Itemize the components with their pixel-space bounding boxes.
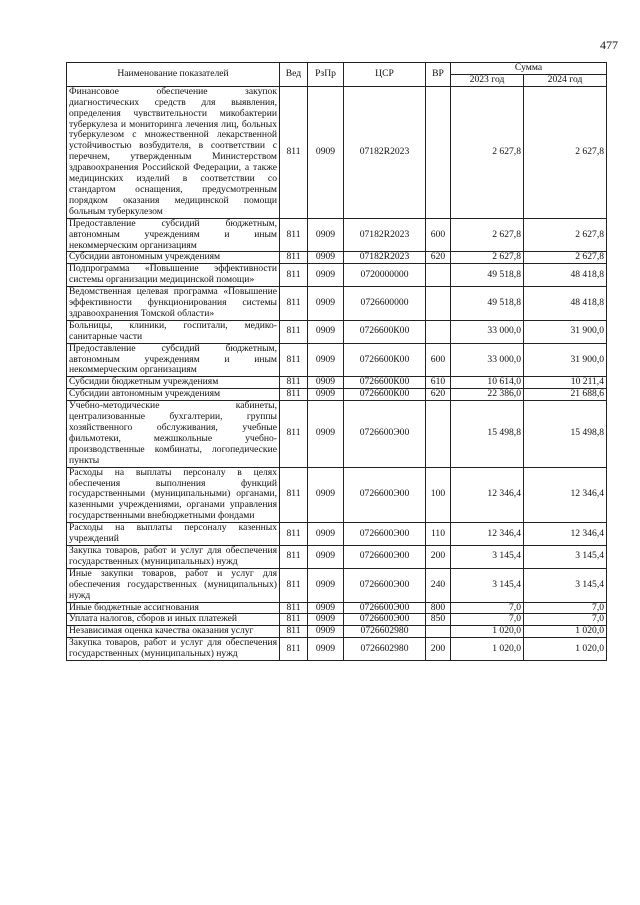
row-sum-2024: 31 900,0 bbox=[524, 320, 607, 343]
row-ved: 811 bbox=[280, 545, 308, 568]
row-ved: 811 bbox=[280, 287, 308, 321]
row-sum-2024: 48 418,8 bbox=[524, 287, 607, 321]
row-sum-2023: 22 386,0 bbox=[451, 389, 524, 401]
row-sum-2024: 2 627,8 bbox=[524, 218, 607, 252]
row-csr: 0726602980 bbox=[344, 626, 426, 638]
row-ved: 811 bbox=[280, 86, 308, 218]
row-sum-2023: 49 518,8 bbox=[451, 287, 524, 321]
row-sum-2023: 1 020,0 bbox=[451, 638, 524, 661]
row-name: Ведомственная целевая программа «Повышение эффективности функционирования системы здравоохранения Томской области» bbox=[67, 287, 280, 321]
row-ved: 811 bbox=[280, 377, 308, 389]
row-ved: 811 bbox=[280, 264, 308, 287]
header-name: Наименование показателей bbox=[67, 63, 280, 87]
row-rzpr: 0909 bbox=[308, 614, 344, 626]
row-rzpr: 0909 bbox=[308, 320, 344, 343]
row-csr: 07182R2023 bbox=[344, 218, 426, 252]
row-csr: 0720000000 bbox=[344, 264, 426, 287]
row-sum-2023: 3 145,4 bbox=[451, 545, 524, 568]
row-csr: 0726600К00 bbox=[344, 389, 426, 401]
row-ved: 811 bbox=[280, 568, 308, 602]
row-sum-2023: 7,0 bbox=[451, 614, 524, 626]
row-sum-2024: 10 211,4 bbox=[524, 377, 607, 389]
row-name: Подпрограмма «Повышение эффективности системы организации медицинской помощи» bbox=[67, 264, 280, 287]
row-sum-2024: 2 627,8 bbox=[524, 252, 607, 264]
table-row bbox=[67, 626, 607, 638]
row-name: Учебно-методические кабинеты, централизованные бухгалтерии, группы хозяйственного обслуживания, учебные фильмотеки, межшкольные учебно-производственные комбинаты, логопедические пункты bbox=[67, 401, 280, 467]
row-rzpr: 0909 bbox=[308, 545, 344, 568]
row-csr: 0726600000 bbox=[344, 287, 426, 321]
row-sum-2023: 2 627,8 bbox=[451, 86, 524, 218]
row-sum-2024: 3 145,4 bbox=[524, 568, 607, 602]
row-csr: 0726600Э00 bbox=[344, 523, 426, 546]
row-rzpr: 0909 bbox=[308, 523, 344, 546]
row-csr: 0726600Э00 bbox=[344, 545, 426, 568]
row-name: Субсидии автономным учреждениям bbox=[67, 389, 280, 401]
row-rzpr: 0909 bbox=[308, 401, 344, 467]
row-csr: 0726600К00 bbox=[344, 320, 426, 343]
table-row bbox=[67, 523, 607, 546]
row-name: Предоставление субсидий бюджетным, автономным учреждениям и иным некоммерческим организациям bbox=[67, 218, 280, 252]
row-sum-2023: 49 518,8 bbox=[451, 264, 524, 287]
row-sum-2024: 21 688,6 bbox=[524, 389, 607, 401]
row-vr: 110 bbox=[426, 523, 451, 546]
row-name: Предоставление субсидий бюджетным, автономным учреждениям и иным некоммерческим организациям bbox=[67, 343, 280, 377]
row-vr: 200 bbox=[426, 638, 451, 661]
row-csr: 0726600К00 bbox=[344, 377, 426, 389]
header-sum: Сумма bbox=[451, 63, 607, 75]
row-sum-2023: 33 000,0 bbox=[451, 343, 524, 377]
row-csr: 0726600Э00 bbox=[344, 602, 426, 614]
row-vr bbox=[426, 401, 451, 467]
row-sum-2023: 10 614,0 bbox=[451, 377, 524, 389]
row-sum-2023: 12 346,4 bbox=[451, 523, 524, 546]
row-sum-2024: 1 020,0 bbox=[524, 626, 607, 638]
row-rzpr: 0909 bbox=[308, 218, 344, 252]
table-row bbox=[67, 638, 607, 661]
row-sum-2023: 3 145,4 bbox=[451, 568, 524, 602]
row-csr: 0726602980 bbox=[344, 638, 426, 661]
row-vr: 600 bbox=[426, 218, 451, 252]
row-rzpr: 0909 bbox=[308, 602, 344, 614]
row-sum-2024: 2 627,8 bbox=[524, 86, 607, 218]
row-ved: 811 bbox=[280, 343, 308, 377]
row-ved: 811 bbox=[280, 467, 308, 523]
row-sum-2024: 12 346,4 bbox=[524, 523, 607, 546]
row-sum-2023: 33 000,0 bbox=[451, 320, 524, 343]
row-csr: 0726600Э00 bbox=[344, 467, 426, 523]
header-rzpr: РзПр bbox=[308, 63, 344, 87]
row-name: Закупка товаров, работ и услуг для обеспечения государственных (муниципальных) нужд bbox=[67, 545, 280, 568]
row-sum-2024: 48 418,8 bbox=[524, 264, 607, 287]
row-vr: 200 bbox=[426, 545, 451, 568]
row-ved: 811 bbox=[280, 602, 308, 614]
row-csr: 0726600Э00 bbox=[344, 401, 426, 467]
table-row bbox=[67, 401, 607, 467]
table-row bbox=[67, 343, 607, 377]
row-sum-2024: 12 346,4 bbox=[524, 467, 607, 523]
row-rzpr: 0909 bbox=[308, 252, 344, 264]
row-vr: 600 bbox=[426, 343, 451, 377]
row-vr: 850 bbox=[426, 614, 451, 626]
header-vr: ВР bbox=[426, 63, 451, 87]
row-name: Финансовое обеспечение закупок диагностических средств для выявления, определения чувствительности микобактерии туберкулеза и мониторинга лечения лиц, больных туберкулезом с множественной лекарственной устойчивостью возбудителя, в соответствии с перечнем, утвержденным Министерством здравоохранения Российской Федерации, а также медицинских изделий в соответствии со стандартом оснащения, предусмотренным порядком оказания медицинской помощи больным туберкулезом bbox=[67, 86, 280, 218]
row-sum-2024: 1 020,0 bbox=[524, 638, 607, 661]
row-csr: 07182R2023 bbox=[344, 86, 426, 218]
row-sum-2024: 31 900,0 bbox=[524, 343, 607, 377]
row-vr: 620 bbox=[426, 252, 451, 264]
row-name: Закупка товаров, работ и услуг для обеспечения государственных (муниципальных) нужд bbox=[67, 638, 280, 661]
table-row bbox=[67, 389, 607, 401]
row-vr: 800 bbox=[426, 602, 451, 614]
row-name: Расходы на выплаты персоналу казенных учреждений bbox=[67, 523, 280, 546]
page-number: 477 bbox=[600, 38, 618, 52]
row-sum-2023: 7,0 bbox=[451, 602, 524, 614]
row-sum-2023: 1 020,0 bbox=[451, 626, 524, 638]
table-row bbox=[67, 264, 607, 287]
row-rzpr: 0909 bbox=[308, 626, 344, 638]
row-vr: 100 bbox=[426, 467, 451, 523]
row-name: Расходы на выплаты персоналу в целях обеспечения выполнения функций государственными (муниципальными) органами, казенными учреждениями, органами управления государственными внебюджетными фондами bbox=[67, 467, 280, 523]
row-sum-2023: 15 498,8 bbox=[451, 401, 524, 467]
row-rzpr: 0909 bbox=[308, 568, 344, 602]
row-rzpr: 0909 bbox=[308, 377, 344, 389]
row-name: Субсидии автономным учреждениям bbox=[67, 252, 280, 264]
row-vr: 610 bbox=[426, 377, 451, 389]
row-vr bbox=[426, 86, 451, 218]
table-row bbox=[67, 614, 607, 626]
row-sum-2024: 3 145,4 bbox=[524, 545, 607, 568]
row-csr: 0726600К00 bbox=[344, 343, 426, 377]
row-name: Уплата налогов, сборов и иных платежей bbox=[67, 614, 280, 626]
table-row bbox=[67, 252, 607, 264]
row-vr bbox=[426, 264, 451, 287]
table-row bbox=[67, 218, 607, 252]
row-sum-2024: 7,0 bbox=[524, 602, 607, 614]
row-csr: 0726600Э00 bbox=[344, 614, 426, 626]
row-rzpr: 0909 bbox=[308, 343, 344, 377]
row-ved: 811 bbox=[280, 614, 308, 626]
table-row bbox=[67, 377, 607, 389]
header-2023: 2023 год bbox=[451, 74, 524, 86]
row-ved: 811 bbox=[280, 218, 308, 252]
row-vr bbox=[426, 320, 451, 343]
row-csr: 07182R2023 bbox=[344, 252, 426, 264]
row-vr bbox=[426, 287, 451, 321]
header-2024: 2024 год bbox=[524, 74, 607, 86]
row-name: Субсидии бюджетным учреждениям bbox=[67, 377, 280, 389]
row-sum-2024: 15 498,8 bbox=[524, 401, 607, 467]
row-name: Больницы, клиники, госпитали, медико-санитарные части bbox=[67, 320, 280, 343]
table-row bbox=[67, 320, 607, 343]
row-vr: 620 bbox=[426, 389, 451, 401]
row-vr bbox=[426, 626, 451, 638]
row-rzpr: 0909 bbox=[308, 389, 344, 401]
row-ved: 811 bbox=[280, 320, 308, 343]
table-row bbox=[67, 545, 607, 568]
row-sum-2023: 12 346,4 bbox=[451, 467, 524, 523]
row-rzpr: 0909 bbox=[308, 287, 344, 321]
row-ved: 811 bbox=[280, 523, 308, 546]
row-ved: 811 bbox=[280, 626, 308, 638]
budget-table bbox=[66, 62, 607, 661]
table-row bbox=[67, 602, 607, 614]
header-ved: Вед bbox=[280, 63, 308, 87]
row-csr: 0726600Э00 bbox=[344, 568, 426, 602]
row-rzpr: 0909 bbox=[308, 86, 344, 218]
table-row bbox=[67, 467, 607, 523]
row-ved: 811 bbox=[280, 389, 308, 401]
row-rzpr: 0909 bbox=[308, 638, 344, 661]
row-sum-2023: 2 627,8 bbox=[451, 252, 524, 264]
header-csr: ЦСР bbox=[344, 63, 426, 87]
row-vr: 240 bbox=[426, 568, 451, 602]
row-name: Независимая оценка качества оказания услуг bbox=[67, 626, 280, 638]
row-sum-2024: 7,0 bbox=[524, 614, 607, 626]
row-ved: 811 bbox=[280, 638, 308, 661]
row-rzpr: 0909 bbox=[308, 264, 344, 287]
row-sum-2023: 2 627,8 bbox=[451, 218, 524, 252]
table-body bbox=[67, 86, 607, 660]
row-name: Иные закупки товаров, работ и услуг для обеспечения государственных (муниципальных) нужд bbox=[67, 568, 280, 602]
row-ved: 811 bbox=[280, 252, 308, 264]
table-row bbox=[67, 86, 607, 218]
row-rzpr: 0909 bbox=[308, 467, 344, 523]
row-name: Иные бюджетные ассигнования bbox=[67, 602, 280, 614]
table-row bbox=[67, 568, 607, 602]
row-ved: 811 bbox=[280, 401, 308, 467]
table-row bbox=[67, 287, 607, 321]
